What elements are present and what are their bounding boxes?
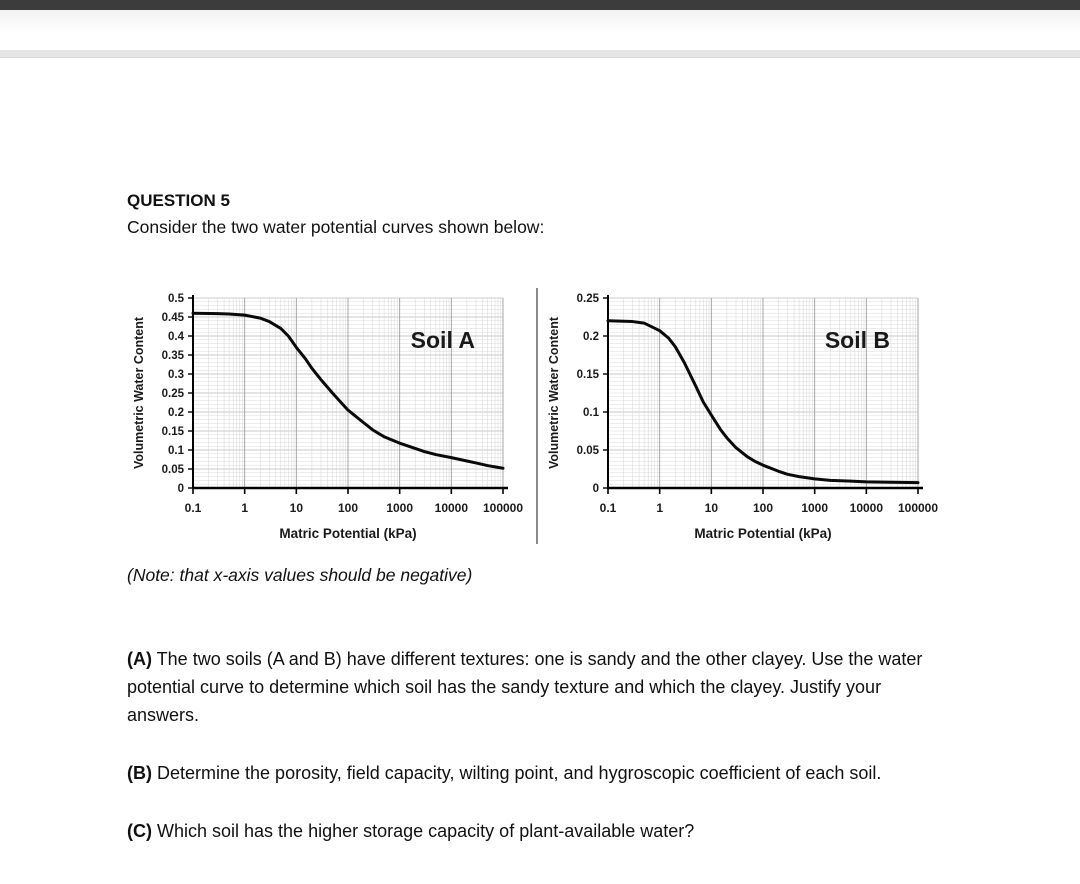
y-axis-title: Volumetric Water Content [547, 316, 561, 470]
question-c-prefix: (C) [127, 821, 152, 841]
soil-b-chart [542, 283, 954, 549]
question-c-text: Which soil has the higher storage capacity of plant-available water? [152, 821, 695, 841]
x-tick-label: 1 [656, 501, 664, 515]
x-tick-label: 0.1 [184, 501, 202, 515]
question-a [127, 645, 945, 729]
question-a-text: The two soils (A and B) have different textures: one is sandy and the other clayey. Use the water potential curve to determine which soil has the sandy texture and which the clayey. Justify your answers. [127, 649, 923, 725]
y-tick-label: 0.25 [576, 293, 599, 305]
question-c [127, 817, 945, 845]
axis-note: (Note: that x-axis values should be negative) [127, 565, 473, 585]
y-tick-label: 0.5 [168, 293, 184, 305]
x-tick-label: 10 [289, 501, 304, 515]
charts-row [127, 283, 957, 549]
x-tick-label: 100 [337, 501, 359, 515]
x-tick-label: 100000 [897, 501, 939, 515]
x-tick-label: 1000 [801, 501, 829, 515]
x-tick-label: 100000 [482, 501, 524, 515]
chart-title: Soil A [410, 327, 475, 353]
y-tick-label: 0.25 [161, 388, 184, 400]
y-tick-label: 0.45 [161, 312, 184, 324]
soil-a-chart [127, 283, 539, 549]
y-tick-label: 0.15 [576, 369, 599, 381]
window-top-bar [0, 0, 1080, 10]
chart-divider-line [536, 288, 538, 544]
x-tick-label: 10000 [849, 501, 884, 515]
x-tick-label: 10000 [434, 501, 469, 515]
y-tick-label: 0.1 [168, 445, 184, 457]
x-axis-title: Matric Potential (kPa) [694, 526, 832, 541]
question-intro: Consider the two water potential curves shown below: [127, 217, 545, 237]
y-tick-label: 0.4 [168, 331, 184, 343]
y-tick-label: 0.3 [168, 369, 184, 381]
x-tick-label: 1 [241, 501, 249, 515]
y-tick-label: 0.1 [583, 407, 599, 419]
chart-title: Soil B [824, 327, 890, 353]
header-divider-strip [0, 50, 1080, 58]
y-axis-title: Volumetric Water Content [132, 316, 146, 470]
x-tick-label: 0.1 [599, 501, 617, 515]
y-tick-label: 0.2 [168, 407, 184, 419]
question-b [127, 759, 945, 787]
x-axis-title: Matric Potential (kPa) [279, 526, 417, 541]
y-tick-label: 0 [592, 483, 599, 495]
sub-questions [127, 645, 945, 845]
question-a-prefix: (A) [127, 649, 152, 669]
question-block [127, 188, 957, 240]
x-tick-label: 100 [752, 501, 774, 515]
y-tick-label: 0.35 [161, 350, 184, 362]
question-b-text: Determine the porosity, field capacity, wilting point, and hygroscopic coefficient of each soil. [152, 763, 882, 783]
y-tick-label: 0.05 [161, 464, 184, 476]
y-tick-label: 0.2 [583, 331, 599, 343]
question-b-prefix: (B) [127, 763, 152, 783]
question-heading: QUESTION 5 [127, 191, 230, 210]
x-tick-label: 1000 [386, 501, 414, 515]
y-tick-label: 0 [177, 483, 184, 495]
x-tick-label: 10 [704, 501, 719, 515]
y-tick-label: 0.15 [161, 426, 184, 438]
y-tick-label: 0.05 [576, 445, 599, 457]
header-band [0, 10, 1080, 50]
